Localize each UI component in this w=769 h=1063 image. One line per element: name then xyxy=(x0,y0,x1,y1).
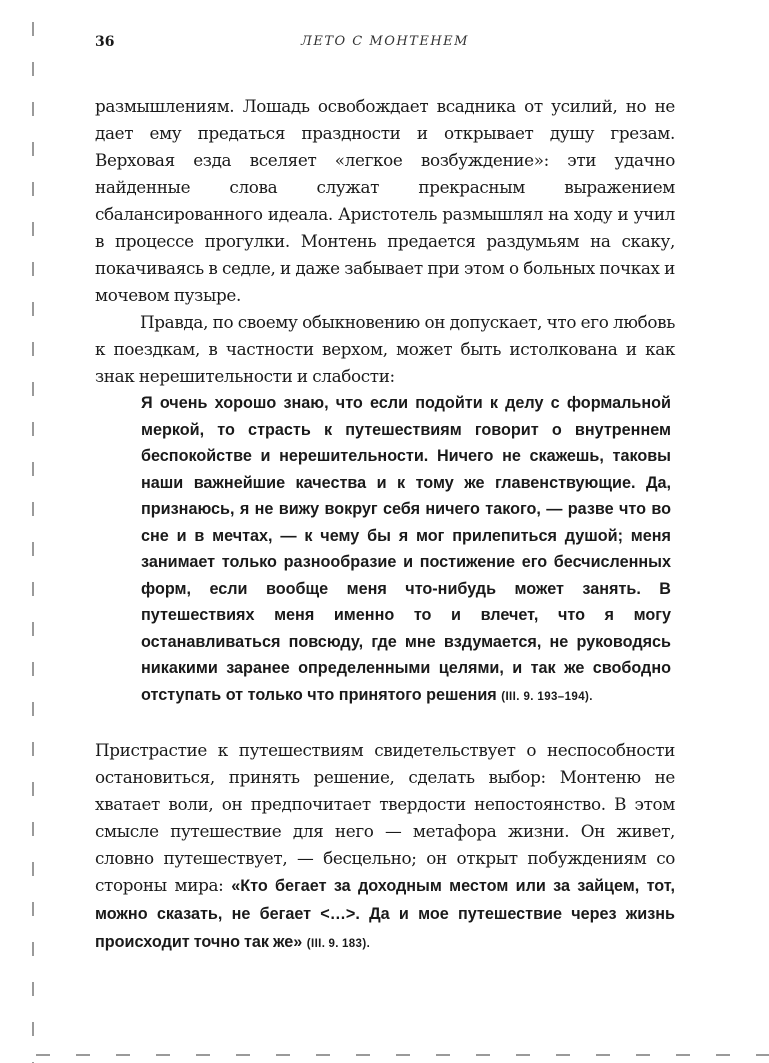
block-quote-text: Я очень хорошо знаю, что если подойти к делу с формальной меркой, то страсть к путешествиям говорит о внутреннем беспокойстве и нерешительности. Ничего не скажешь, таковы наши важнейшие качества и к тому же главенствующие. Да, признаюсь, я не вижу вокруг себя ничего такого, — разве что во сне и в мечтах, — к чему бы я мог прилепиться душой; меня занимает только разнообразие и постижение его бесчисленных форм, если вообще меня что-нибудь может занять. В путешествиях меня именно то и влечет, что я могу останавливаться повсюду, где мне вздумается, не руководясь никакими заранее определенными целями, и так же свободно отступать от только что принятого решения xyxy=(141,394,671,704)
paragraph-3 xyxy=(95,737,675,958)
crop-marks-bottom xyxy=(36,1054,769,1056)
inline-quote: «Кто бегает за доходным местом или за зайцем, тот, можно сказать, не бегает <…>. Да и мое путешествие через жизнь происходит точно так же» xyxy=(95,877,675,951)
paragraph-gap xyxy=(95,710,675,737)
running-head xyxy=(95,34,675,54)
paragraph-1: размышлениям. Лошадь освобождает всадника от усилий, но не дает ему предаться праздности и открывает душу грезам. Верховая езда вселяет «легкое возбуждение»: эти удачно найденные слова служат прекрасным выражением сбалансированного идеала. Аристотель размышлял на ходу и учил в процессе прогулки. Монтень предается раздумьям на скаку, покачиваясь в седле, и даже забывает при этом о больных почках и мочевом пузыре. xyxy=(95,96,675,305)
text-block xyxy=(95,93,675,958)
page-number: 36 xyxy=(95,34,115,50)
paragraph-3-text: Пристрастие к путешествиям свидетельствует о неспособности остановиться, принять решение, сделать выбор: Монтеню не хватает воли, он предпочитает твердости непостоянство. В этом смысле путешествие для него — метафора жизни. Он живет, словно путешествует, — бесцельно; он открыт побуждениям со стороны мира: xyxy=(95,740,675,895)
crop-marks-left xyxy=(32,0,34,1063)
running-title: ЛЕТО С МОНТЕНЕМ xyxy=(301,34,469,49)
block-quote-reference: (III. 9. 193–194). xyxy=(501,690,593,703)
paragraph-2: Правда, по своему обыкновению он допускает, что его любовь к поездкам, в частности верхом, может быть истолкована и как знак нерешительности и слабости: xyxy=(95,312,675,386)
inline-quote-reference: (III. 9. 183). xyxy=(306,938,371,950)
block-quote xyxy=(141,390,671,710)
